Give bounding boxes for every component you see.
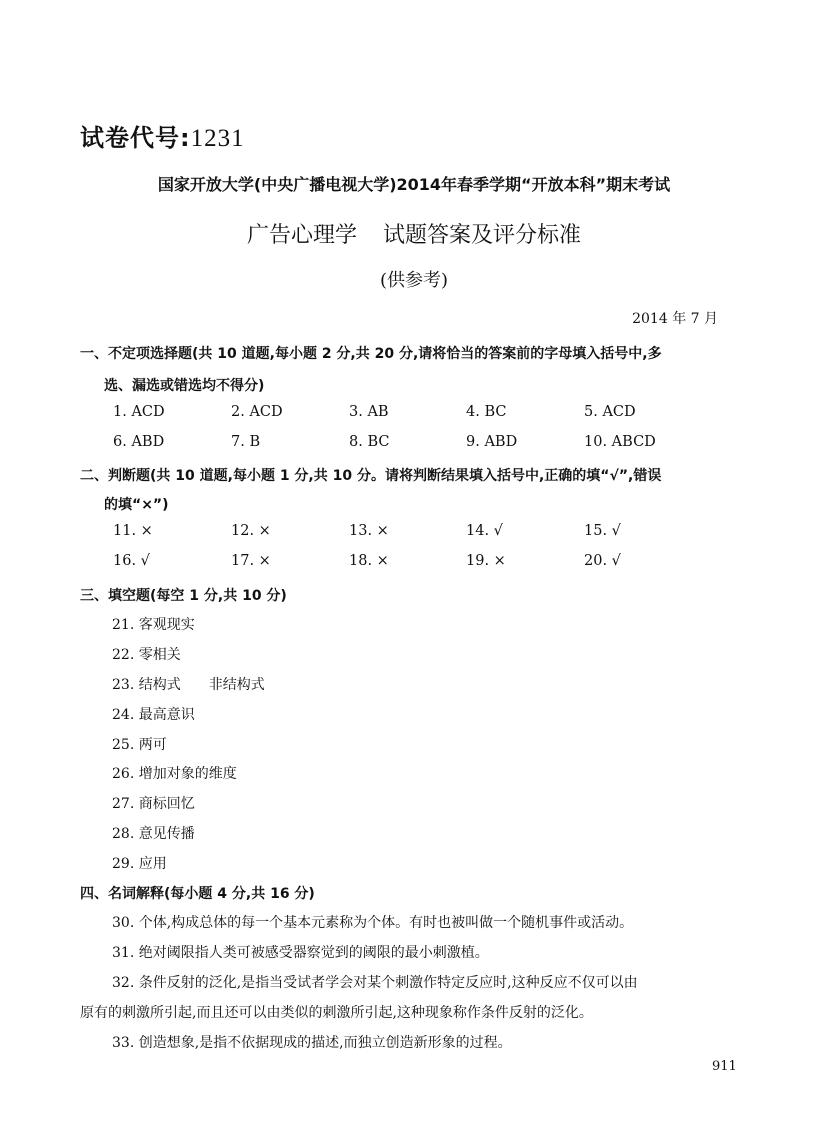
paper-code-number: 1231 <box>190 125 245 152</box>
answer-7: 7. B <box>231 434 261 450</box>
section1-heading-line1: 一、不定项选择题(共 10 道题,每小题 2 分,共 20 分,请将恰当的答案前的字母填入括号中,多 <box>80 346 662 362</box>
answer-11: 11. × <box>113 523 153 539</box>
exam-date: 2014 年 7 月 <box>632 311 718 327</box>
fill-item-22: 22. 零相关 <box>112 647 181 663</box>
answer-16: 16. √ <box>113 553 150 569</box>
reference-note: (供参考) <box>379 270 449 291</box>
fill-item-29: 29. 应用 <box>112 856 167 872</box>
answer-1: 1. ACD <box>113 404 165 420</box>
page-number: 911 <box>712 1059 737 1074</box>
answer-2: 2. ACD <box>231 404 283 420</box>
fill-item-24: 24. 最高意识 <box>112 707 195 723</box>
fill-item-28: 28. 意见传播 <box>112 826 195 842</box>
section1-heading-line2: 选、漏选或错选均不得分) <box>104 378 265 394</box>
definition-32-line1: 32. 条件反射的泛化,是指当受试者学会对某个刺激作特定反应时,这种反应不仅可以由 <box>112 975 638 991</box>
definition-30: 30. 个体,构成总体的每一个基本元素称为个体。有时也被叫做一个随机事件或活动。 <box>112 915 634 931</box>
fill-item-25: 25. 两可 <box>112 737 167 753</box>
section4-heading: 四、名词解释(每小题 4 分,共 16 分) <box>80 886 315 902</box>
fill-item-21: 21. 客观现实 <box>112 617 195 633</box>
exam-title: 国家开放大学(中央广播电视大学)2014年春季学期“开放本科”期末考试 <box>157 175 671 194</box>
course-name: 广告心理学 <box>246 223 357 248</box>
fill-item-23: 23. 结构式 非结构式 <box>112 677 265 693</box>
answer-3: 3. AB <box>349 404 389 420</box>
answer-19: 19. × <box>466 553 506 569</box>
definition-33: 33. 创造想象,是指不依据现成的描述,而独立创造新形象的过程。 <box>112 1035 512 1051</box>
answer-8: 8. BC <box>349 434 390 450</box>
document-type: 试题答案及评分标准 <box>383 223 582 248</box>
answer-14: 14. √ <box>466 523 503 539</box>
paper-code-label: 试卷代号: <box>80 124 191 152</box>
answer-18: 18. × <box>349 553 389 569</box>
main-title <box>80 218 748 249</box>
answer-4: 4. BC <box>466 404 507 420</box>
fill-item-26: 26. 增加对象的维度 <box>112 766 237 782</box>
fill-item-27: 27. 商标回忆 <box>112 796 195 812</box>
answer-20: 20. √ <box>584 553 621 569</box>
answer-13: 13. × <box>349 523 389 539</box>
paper-code <box>80 118 245 153</box>
section3-heading: 三、填空题(每空 1 分,共 10 分) <box>80 588 287 604</box>
answer-6: 6. ABD <box>113 434 165 450</box>
answer-5: 5. ACD <box>584 404 636 420</box>
answer-15: 15. √ <box>584 523 621 539</box>
section2-heading-line1: 二、判断题(共 10 道题,每小题 1 分,共 10 分。请将判断结果填入括号中,正确的填“√”,错误 <box>80 468 662 484</box>
answer-17: 17. × <box>231 553 271 569</box>
answer-9: 9. ABD <box>466 434 518 450</box>
definition-32-line2: 原有的刺激所引起,而且还可以由类似的刺激所引起,这种现象称作条件反射的泛化。 <box>80 1005 593 1021</box>
answer-10: 10. ABCD <box>584 434 656 450</box>
section2-heading-line2: 的填“×”) <box>104 497 169 513</box>
answer-12: 12. × <box>231 523 271 539</box>
definition-31: 31. 绝对阈限指人类可被感受器察觉到的阈限的最小刺激植。 <box>112 945 489 961</box>
